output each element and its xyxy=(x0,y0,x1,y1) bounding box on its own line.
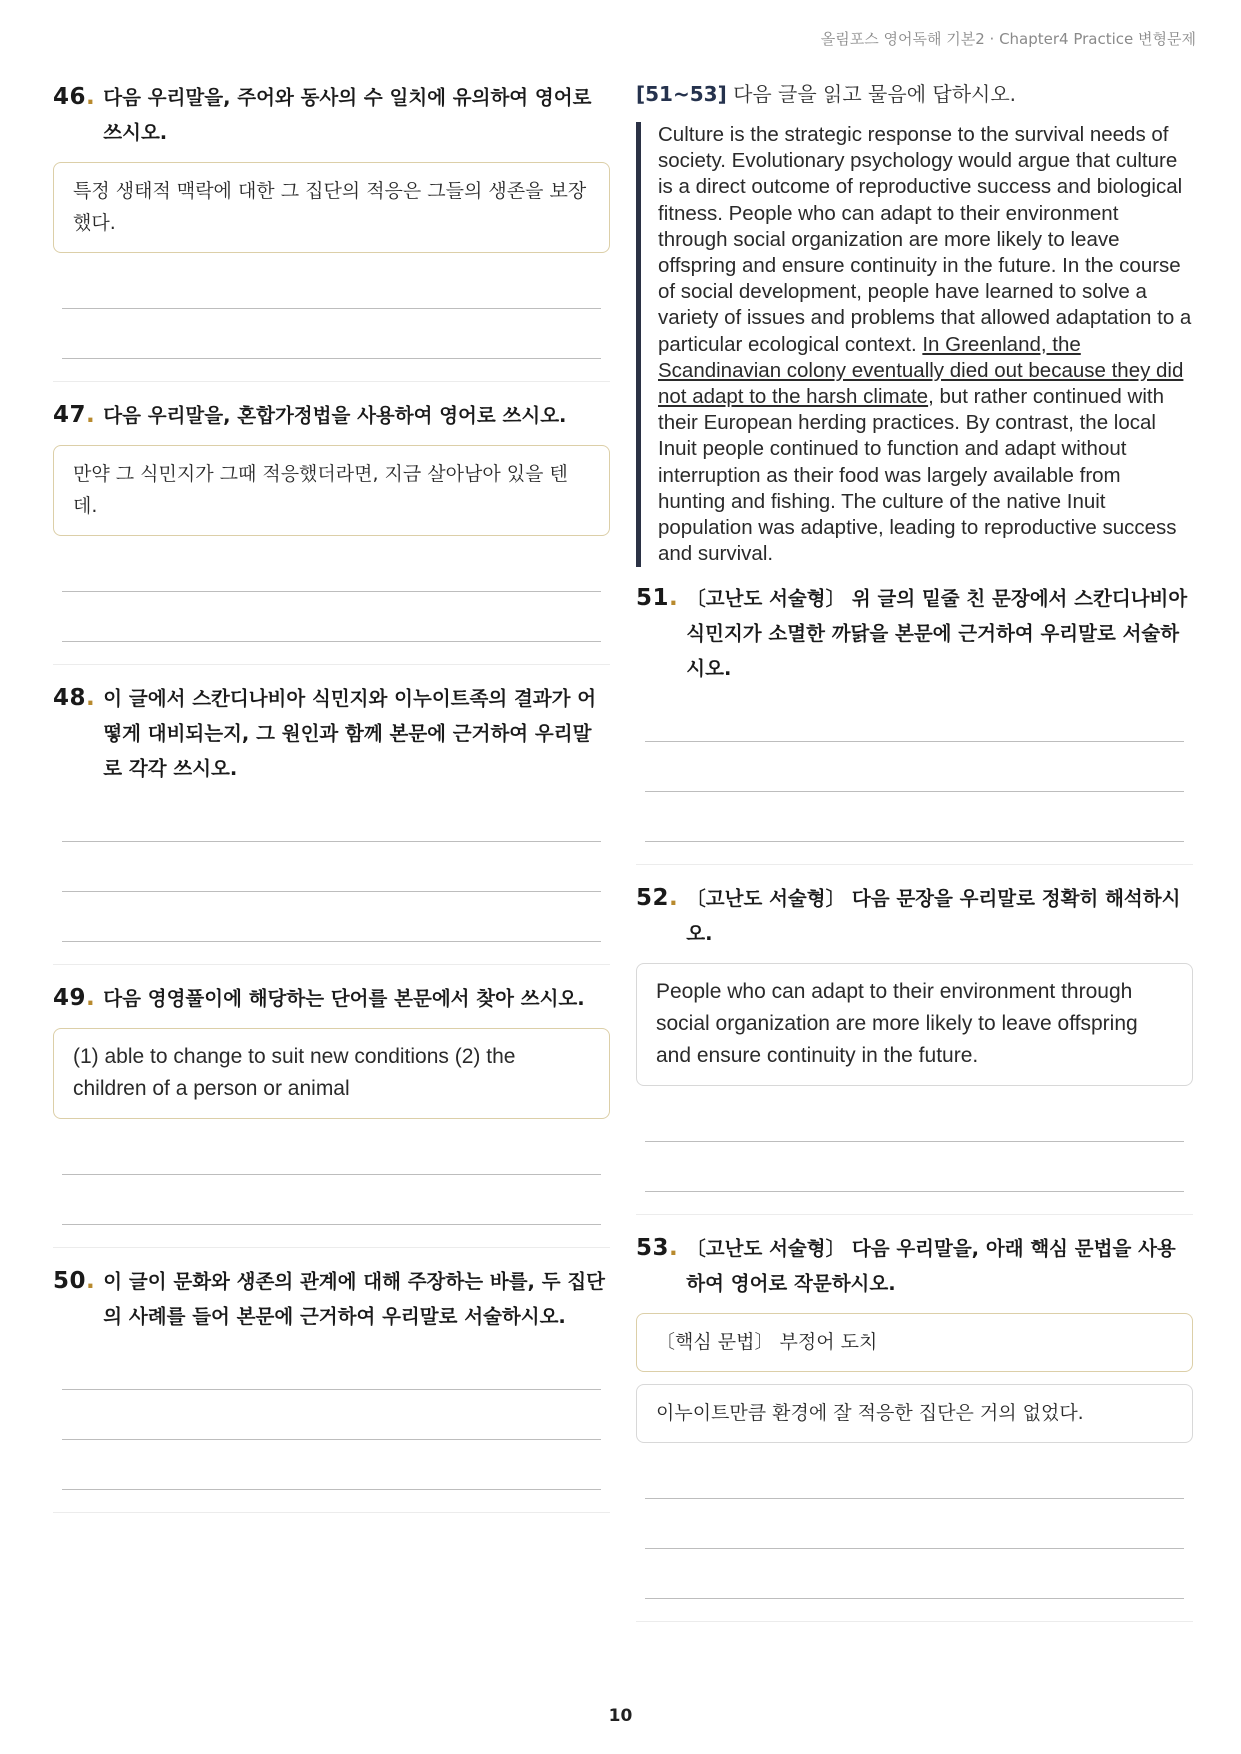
question-number: 52. xyxy=(636,885,679,912)
answer-lines xyxy=(53,792,610,942)
answer-line[interactable] xyxy=(62,1340,601,1390)
answer-line[interactable] xyxy=(645,742,1184,792)
answer-lines xyxy=(636,1092,1193,1192)
answer-line[interactable] xyxy=(62,259,601,309)
answer-line[interactable] xyxy=(62,892,601,942)
answer-line[interactable] xyxy=(62,309,601,359)
question-prompt: 다음 우리말을, 주어와 동사의 수 일치에 유의하여 영어로 쓰시오. xyxy=(103,86,592,144)
group-instruction xyxy=(636,80,1193,108)
question-prompt: 〔고난도 서술형〕 다음 우리말을, 아래 핵심 문법을 사용하여 영어로 작문하시오. xyxy=(686,1237,1176,1296)
question-48 xyxy=(53,681,610,965)
question-number: 47. xyxy=(53,402,96,428)
question-number: 48. xyxy=(53,685,96,711)
reading-passage: Culture is the strategic response to the survival needs of society. Evolutionary psychology would argue that culture is a direct outcome of reproductive success and biological fitness. People who can adapt to their environment through social organization are more likely to leave offspring and ensure continuity in the future. In the course of social development, people have learned to solve a variety of issues and problems that allowed adaptation to a particular ecological context. In Greenland, the Scandinavian colony eventually died out because they did not adapt to the harsh climate, but rather continued with their European herding practices. By contrast, the local Inuit people continued to function and adapt without interruption as their food was largely available from hunting and fishing. The culture of the native Inuit population was adaptive, leading to reproductive success and survival. xyxy=(636,122,1193,567)
answer-line[interactable] xyxy=(645,1092,1184,1142)
answer-line[interactable] xyxy=(645,1499,1184,1549)
answer-line[interactable] xyxy=(645,1449,1184,1499)
question-47 xyxy=(53,398,610,665)
question-number: 51. xyxy=(636,585,679,612)
question-range: [51~53] xyxy=(636,82,727,106)
answer-line[interactable] xyxy=(62,592,601,642)
page-header: 올림포스 영어독해 기본2 · Chapter4 Practice 변형문제 xyxy=(820,30,1196,48)
question-prompt: 〔고난도 서술형〕 위 글의 밑줄 친 문장에서 스칸디나비아 식민지가 소멸한 까닭을 본문에 근거하여 우리말로 서술하시오. xyxy=(686,587,1188,681)
answer-line[interactable] xyxy=(645,692,1184,742)
answer-line[interactable] xyxy=(62,1390,601,1440)
left-column xyxy=(53,80,610,1529)
question-prompt: 이 글이 문화와 생존의 관계에 대해 주장하는 바를, 두 집단의 사례를 들어 본문에 근거하여 우리말로 서술하시오. xyxy=(103,1270,606,1328)
passage-group xyxy=(636,80,1193,567)
question-prompt: 다음 우리말을, 혼합가정법을 사용하여 영어로 쓰시오. xyxy=(103,404,567,427)
korean-sentence-box: 만약 그 식민지가 그때 적응했더라면, 지금 살아남아 있을 텐데. xyxy=(53,445,610,536)
question-51 xyxy=(636,581,1193,865)
answer-lines xyxy=(636,692,1193,842)
question-prompt: 다음 영영풀이에 해당하는 단어를 본문에서 찾아 쓰시오. xyxy=(103,987,585,1010)
question-number: 46. xyxy=(53,84,96,110)
korean-sentence-box: 이누이트만큼 환경에 잘 적응한 집단은 거의 없었다. xyxy=(636,1384,1193,1443)
korean-sentence-box: 특정 생태적 맥락에 대한 그 집단의 적응은 그들의 생존을 보장했다. xyxy=(53,162,610,253)
answer-lines xyxy=(53,1125,610,1225)
answer-line[interactable] xyxy=(645,1142,1184,1192)
definition-box: (1) able to change to suit new conditions (2) the children of a person or animal xyxy=(53,1028,610,1119)
answer-line[interactable] xyxy=(62,1175,601,1225)
answer-line[interactable] xyxy=(645,792,1184,842)
answer-line[interactable] xyxy=(62,842,601,892)
answer-line[interactable] xyxy=(62,1440,601,1490)
answer-lines xyxy=(53,542,610,642)
answer-lines xyxy=(636,1449,1193,1599)
answer-line[interactable] xyxy=(645,1549,1184,1599)
question-52 xyxy=(636,881,1193,1215)
answer-lines xyxy=(53,259,610,359)
question-number: 49. xyxy=(53,985,96,1011)
answer-line[interactable] xyxy=(62,1125,601,1175)
question-49 xyxy=(53,981,610,1248)
grammar-box: 〔핵심 문법〕 부정어 도치 xyxy=(636,1313,1193,1372)
question-number: 53. xyxy=(636,1235,679,1262)
answer-line[interactable] xyxy=(62,792,601,842)
english-sentence-box: People who can adapt to their environment through social organization are more likely to leave offspring and ensure continuity in the future. xyxy=(636,963,1193,1086)
underlined-sentence: In Greenland, the Scandinavian colony eventually died out because they did not adapt to the harsh climate xyxy=(658,332,1184,409)
instruction-text: 다음 글을 읽고 물음에 답하시오. xyxy=(733,82,1017,106)
question-50 xyxy=(53,1264,610,1513)
question-prompt: 이 글에서 스칸디나비아 식민지와 이누이트족의 결과가 어떻게 대비되는지, 그 원인과 함께 본문에 근거하여 우리말로 각각 쓰시오. xyxy=(103,687,597,780)
question-prompt: 〔고난도 서술형〕 다음 문장을 우리말로 정확히 해석하시오. xyxy=(686,887,1181,946)
question-53 xyxy=(636,1231,1193,1622)
question-46 xyxy=(53,80,610,382)
page-number: 10 xyxy=(608,1706,633,1726)
right-column xyxy=(636,80,1193,1638)
question-number: 50. xyxy=(53,1268,96,1294)
answer-lines xyxy=(53,1340,610,1490)
answer-line[interactable] xyxy=(62,542,601,592)
